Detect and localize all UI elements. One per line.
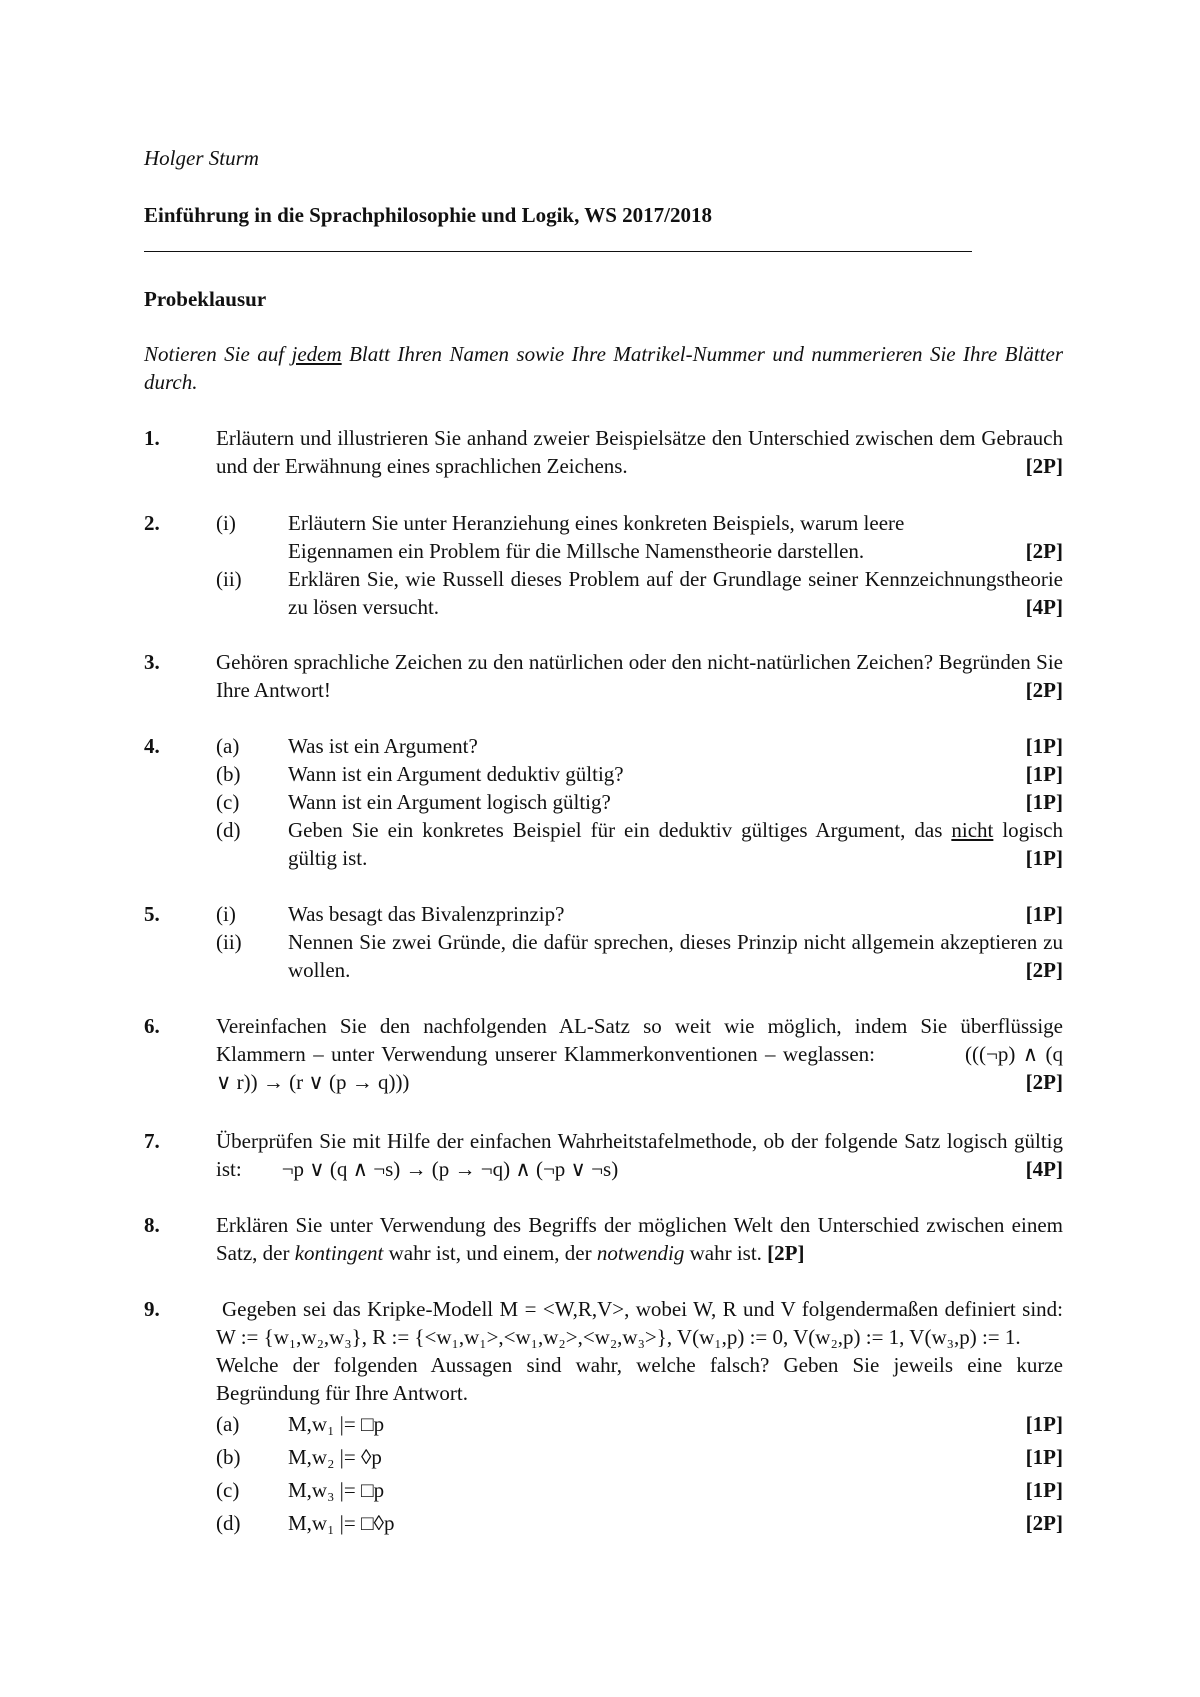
subquestion (216, 760, 1063, 788)
subquestion-text: Nennen Sie zwei Gründe, die dafür sprechen, dieses Prinzip nicht allgemein akzeptieren zu wollen. (288, 930, 1063, 982)
points: [1P] (1025, 762, 1063, 786)
question-text: Welche der folgenden Aussagen sind wahr, welche falsch? Geben Sie jeweils eine kurze Begründung für Ihre Antwort. (216, 1353, 1063, 1405)
points: [1P] (1025, 790, 1063, 814)
question-text: Erklären Sie unter Verwendung des Begriffs der möglichen Welt den Unterschied zwischen einem Satz, der (216, 1213, 1063, 1265)
subquestion (216, 928, 1063, 984)
subquestion-text: Wann ist ein Argument logisch gültig? (288, 790, 611, 814)
subquestion-text: M,w₁ |= □p (288, 1412, 385, 1436)
divider-line (144, 251, 972, 252)
question-emphasis: kontingent (294, 1241, 384, 1265)
question-number: 1. (144, 426, 160, 450)
question-7 (144, 1127, 1063, 1183)
formula: ¬p ∨ (q ∧ ¬s) → (p → ¬q) ∧ (¬p ∨ ¬s) (281, 1157, 619, 1181)
points: [2P] (1025, 1511, 1063, 1535)
question-8 (144, 1211, 1063, 1267)
question-number: 9. (144, 1297, 160, 1321)
instructions-emphasis: jedem (291, 342, 342, 366)
subquestion-text: Geben Sie ein konkretes Beispiel für ein deduktiv gültiges Argument, das (288, 818, 952, 842)
question-number: 2. (144, 511, 160, 535)
subquestion-label: (b) (216, 762, 241, 786)
subquestion-text: Erklären Sie, wie Russell dieses Problem auf der Grundlage seiner Kennzeichnungstheorie zu lösen versucht. (288, 567, 1063, 619)
subquestion-label: (i) (216, 902, 236, 926)
instructions-text: Blatt Ihren Namen sowie Ihre Matrikel-Nummer und nummerieren Sie Ihre Blätter durch. (144, 342, 1063, 394)
subquestion-label: (d) (216, 818, 241, 842)
points: [2P] (1025, 539, 1063, 563)
question-number: 7. (144, 1129, 160, 1153)
question-5 (144, 900, 1063, 984)
question-text: Gehören sprachliche Zeichen zu den natürlichen oder den nicht-natürlichen Zeichen? Begründen Sie Ihre Antwort! (216, 650, 1063, 702)
points: [1P] (1025, 1445, 1063, 1469)
points: [2P] (1025, 454, 1063, 478)
subquestion (216, 900, 1063, 928)
subquestion-label: (a) (216, 1412, 240, 1436)
question-6 (144, 1012, 1063, 1096)
question-number: 8. (144, 1213, 160, 1237)
subquestion-text: Wann ist ein Argument deduktiv gültig? (288, 762, 624, 786)
question-text: Gegeben sei das Kripke-Modell M = <W,R,V>, wobei W, R und V folgendermaßen definiert sind: W := {w₁,w₂,w₃}, R := {<w₁,w₁>,<w₁,w₂>,<w₂,w₃>}, V(w₁,p) := 0, V(w₂,p) := 1, V(w₃,p) := 1. (216, 1297, 1063, 1349)
course-title: Einführung in die Sprachphilosophie und Logik, WS 2017/2018 (144, 203, 712, 227)
question-text: wahr ist. (684, 1241, 762, 1265)
points: [1P] (1025, 1412, 1063, 1436)
subquestion (216, 1476, 1063, 1504)
subquestion-label: (i) (216, 511, 236, 535)
formula: (((¬p) ∧ (q ∨ r)) → (r ∨ (p → q))) (216, 1042, 1063, 1094)
subquestion (216, 816, 1063, 872)
question-2 (144, 509, 1063, 621)
subquestion (216, 1443, 1063, 1471)
exam-title: Probeklausur (144, 287, 267, 311)
subquestion-text: Was ist ein Argument? (288, 734, 478, 758)
subquestion-text: Was besagt das Bivalenzprinzip? (288, 902, 565, 926)
subquestion-text: M,w₃ |= □p (288, 1478, 385, 1502)
instructions-text: Notieren Sie auf (144, 342, 292, 366)
subquestion-label: (a) (216, 734, 240, 758)
points: [2P] (1025, 1070, 1063, 1094)
points: [2P] (1025, 958, 1063, 982)
subquestion-text: logisch gültig ist. (288, 818, 1063, 870)
points: [1P] (1025, 1478, 1063, 1502)
question-emphasis: notwendig (596, 1241, 685, 1265)
points: [1P] (1025, 902, 1063, 926)
question-text: Vereinfachen Sie den nachfolgenden AL-Satz so weit wie möglich, indem Sie überflüssige Klammern – unter Verwendung unserer Klammerkonventionen – weglassen: (216, 1014, 1063, 1066)
points: [2P] (767, 1241, 805, 1265)
question-1 (144, 424, 1063, 480)
question-number: 3. (144, 650, 160, 674)
points: [4P] (1025, 595, 1063, 619)
subquestion (216, 1509, 1063, 1537)
subquestion (216, 509, 1063, 565)
points: [4P] (1025, 1157, 1063, 1181)
subquestion-label: (b) (216, 1445, 241, 1469)
author-name: Holger Sturm (144, 146, 259, 170)
subquestion-label: (c) (216, 790, 240, 814)
subquestion-text: M,w₁ |= □◊p (288, 1511, 395, 1535)
question-4 (144, 732, 1063, 872)
question-text: wahr ist, und einem, der (383, 1241, 597, 1265)
subquestion-label: (c) (216, 1478, 240, 1502)
question-3 (144, 648, 1063, 704)
points: [1P] (1025, 734, 1063, 758)
subquestion-label: (ii) (216, 567, 242, 591)
subquestion (216, 1410, 1063, 1438)
points: [2P] (1025, 678, 1063, 702)
question-number: 6. (144, 1014, 160, 1038)
question-9 (144, 1295, 1063, 1537)
question-number: 5. (144, 902, 160, 926)
question-number: 4. (144, 734, 160, 758)
subquestion-label: (ii) (216, 930, 242, 954)
subquestion-label: (d) (216, 1511, 241, 1535)
subquestion-text: Erläutern Sie unter Heranziehung eines konkreten Beispiels, warum leere Eigennamen ein Problem für die Millsche Namenstheorie darstellen. (288, 511, 905, 563)
subquestion (216, 565, 1063, 621)
subquestion (216, 788, 1063, 816)
points: [1P] (1025, 846, 1063, 870)
subquestion-emphasis: nicht (951, 818, 994, 842)
subquestion-text: M,w₂ |= ◊p (288, 1445, 382, 1469)
question-text: Erläutern und illustrieren Sie anhand zweier Beispielsätze den Unterschied zwischen dem Gebrauch und der Erwähnung eines sprachlichen Zeichens. (216, 426, 1063, 478)
question-text: Überprüfen Sie mit Hilfe der einfachen Wahrheitstafelmethode, ob der folgende Satz logisch gültig ist: (216, 1129, 1063, 1181)
instructions (144, 340, 1063, 396)
subquestion (216, 732, 1063, 760)
